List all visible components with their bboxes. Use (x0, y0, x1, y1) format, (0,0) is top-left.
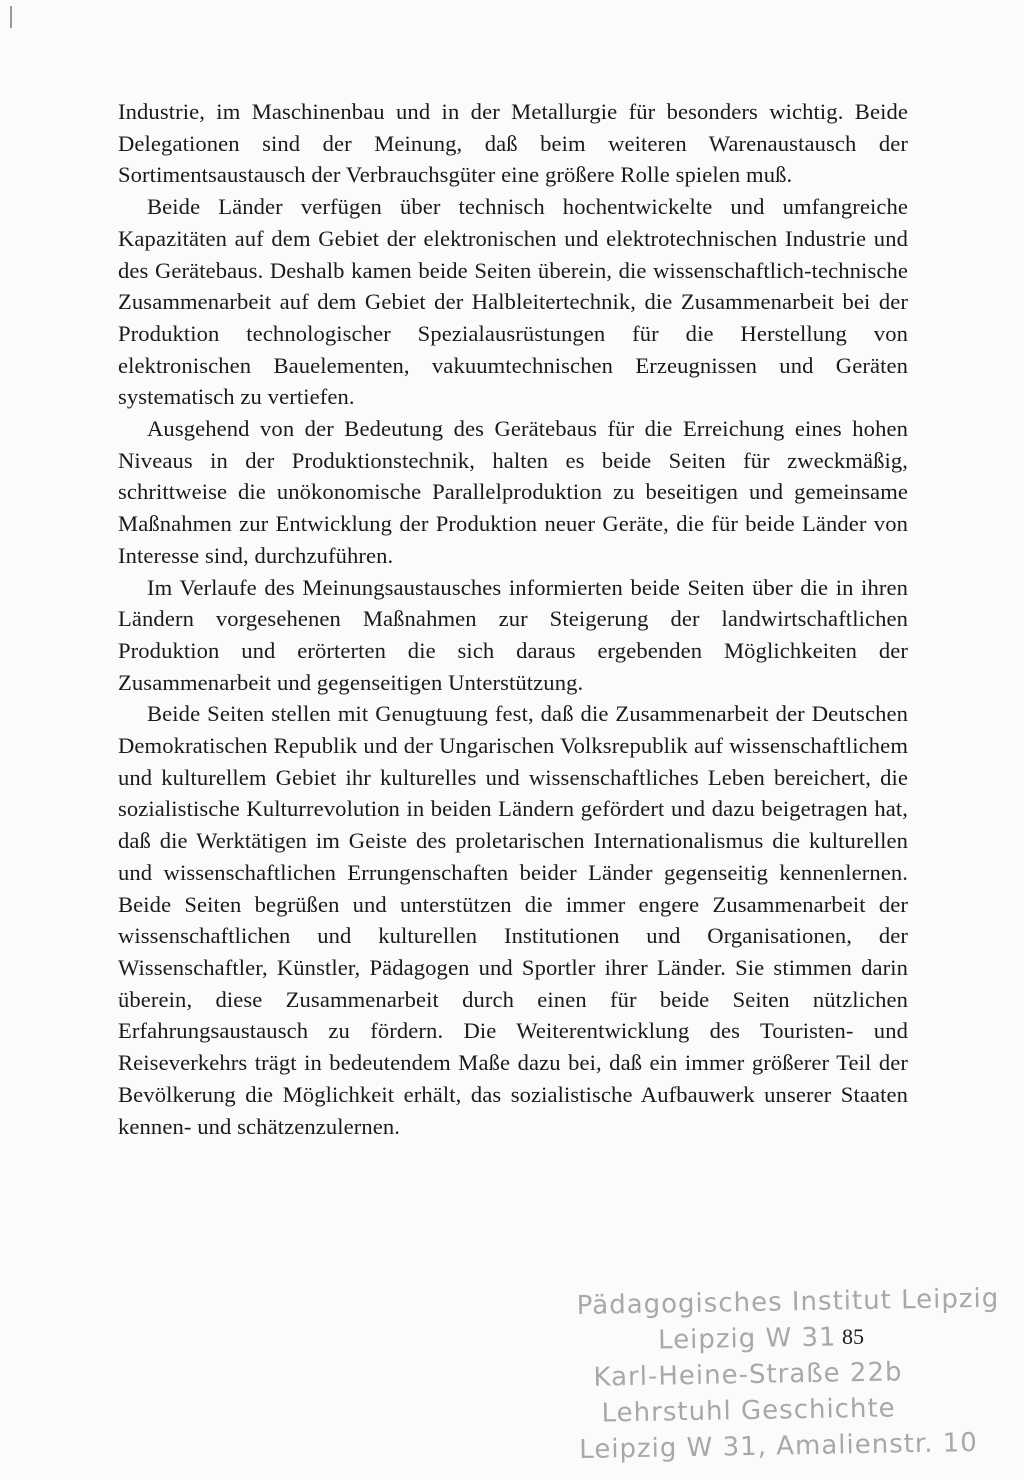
stamp-line-institute: Pädagogisches Institut Leipzig (576, 1283, 1000, 1321)
stamp-line-department: Lehrstuhl Geschichte (601, 1393, 896, 1429)
scan-edge-mark (10, 6, 12, 28)
document-page (118, 96, 908, 1142)
paragraph-2: Beide Länder verfügen über technisch hochentwickelte und umfangreiche Kapazitäten auf dem Gebiet der elektronischen und elektrotechnischen Industrie und des Gerätebaus. Deshalb kamen beide Seiten überein, die wissenschaftlich-technische Zusammenarbeit auf dem Gebiet der Halbleitertechnik, die Zusammenarbeit bei der Produktion technologischer Spezialausrüstungen für die Herstellung von elektronischen Bauelementen, vakuumtechnischen Erzeugnissen und Geräten systematisch zu vertiefen. (118, 194, 908, 410)
paragraph-4: Im Verlaufe des Meinungsaustausches informierten beide Seiten über die in ihren Ländern vorgesehenen Maßnahmen zur Steigerung der landwirtschaftlichen Produktion und erörterten die sich daraus ergebenden Möglichkeiten der Zusammenarbeit und gegenseitigen Unterstützung. (118, 574, 908, 695)
library-stamp (576, 1282, 1000, 1468)
stamp-line-city: Leipzig W 31 (657, 1322, 837, 1356)
paragraph-5: Beide Seiten stellen mit Genugtuung fest, daß die Zusammenarbeit der Deutschen Demokratischen Republik und der Ungarischen Volksrepublik auf wissenschaftlichem und kulturellem Gebiet ihr kulturelles und wissenschaftliches Leben bereichert, die sozialistische Kulturrevolution in beiden Ländern gefördert und dazu beigetragen hat, daß die Werktätigen im Geiste des proletarischen Internationalismus die kulturellen und wissenschaftlichen Errungenschaften beider Länder gegenseitig kennenlernen. Beide Seiten begrüßen und unterstützen die immer engere Zusammenarbeit der wissenschaftlichen und kulturellen Institutionen und Organisationen, der Wissenschaftler, Künstler, Pädagogen und Sportler ihrer Länder. Sie stimmen darin überein, diese Zusammenarbeit durch einen für beide Seiten nützlichen Erfahrungsaustausch zu fördern. Die Weiterentwicklung des Touristen- und Reiseverkehrs trägt in bedeutendem Maße dazu bei, daß ein immer größerer Teil der Bevölkerung die Möglichkeit erhält, das sozialistische Aufbauwerk unserer Staaten kennen- und schätzenzulernen. (118, 701, 908, 1139)
paragraph-3: Ausgehend von der Bedeutung des Gerätebaus für die Erreichung eines hohen Niveaus in der Produktionstechnik, halten es beide Seiten für zweckmäßig, schrittweise die unökonomische Parallelproduktion zu beseitigen und gemeinsame Maßnahmen zur Entwicklung der Produktion neuer Geräte, die für beide Länder von Interesse sind, durchzuführen. (118, 416, 908, 568)
stamp-line-address: Leipzig W 31, Amalienstr. 10 (579, 1428, 979, 1465)
page-number: 85 (842, 1324, 864, 1349)
paragraph-1: Industrie, im Maschinenbau und in der Metallurgie für besonders wichtig. Beide Delegationen sind der Meinung, daß beim weiteren Warenaustausch der Sortimentsaustausch der Verbrauchsgüter eine größere Rolle spielen muß. (118, 99, 908, 188)
stamp-line-street: Karl-Heine-Straße 22b (593, 1357, 903, 1393)
